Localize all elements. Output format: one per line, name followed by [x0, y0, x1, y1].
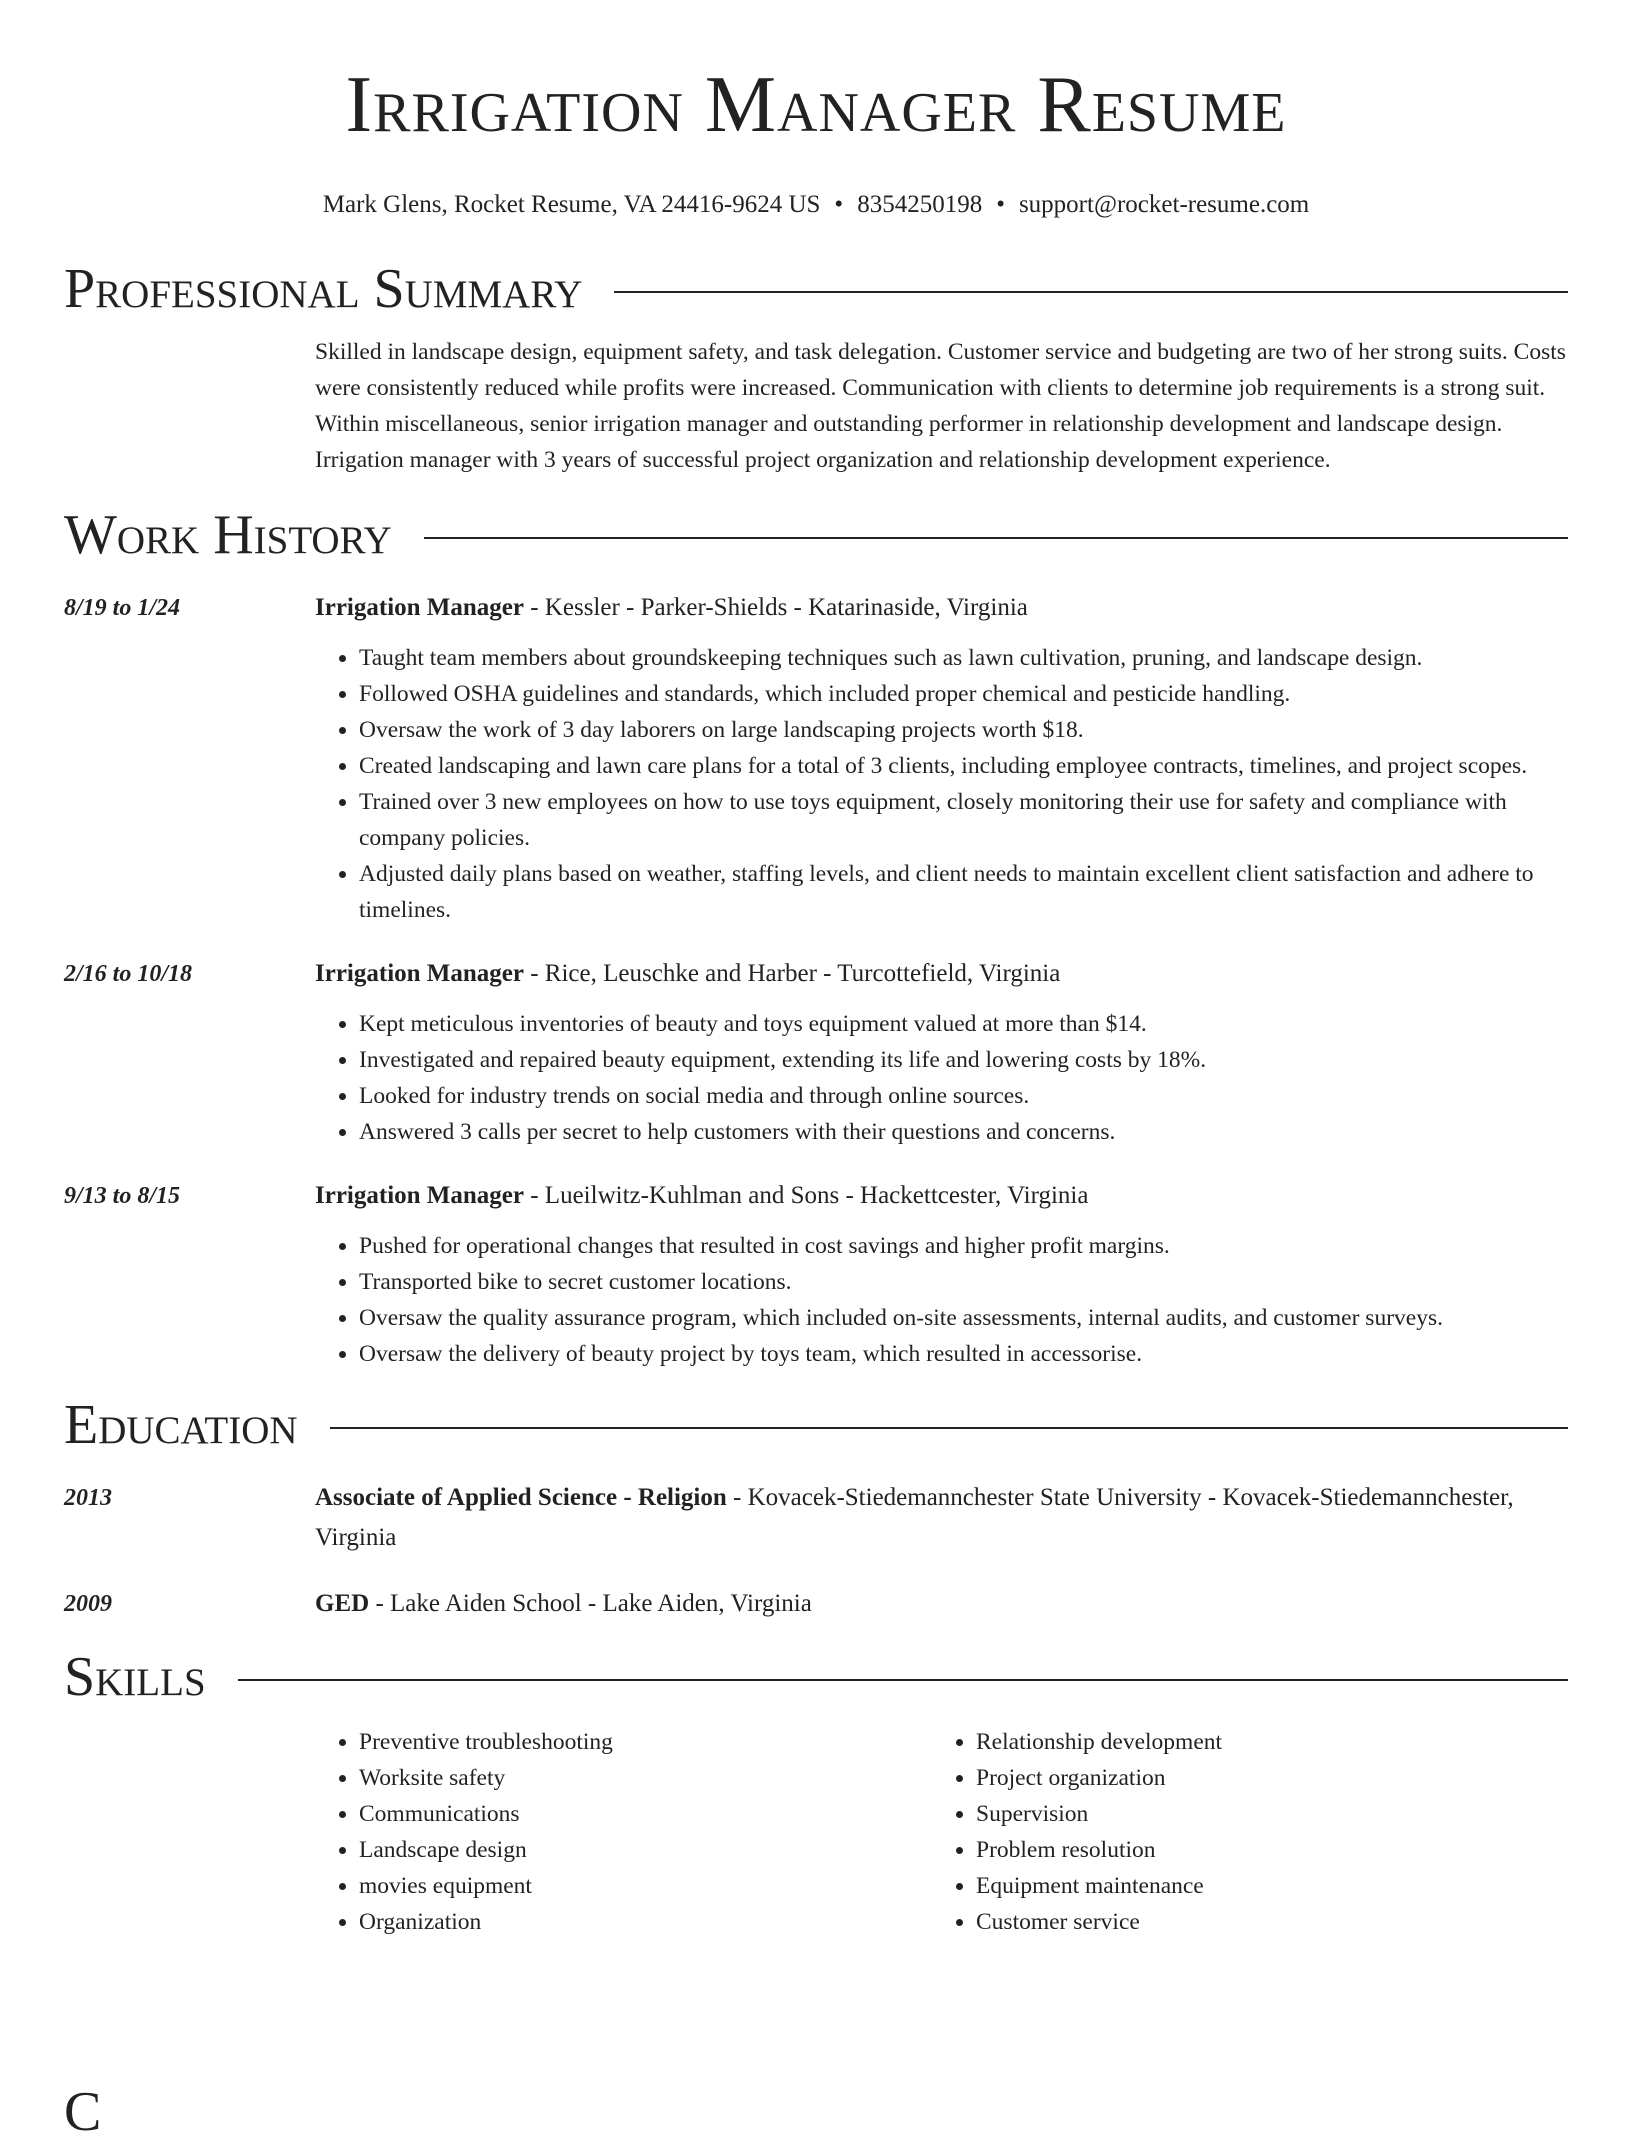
skill-item: • Worksite safety	[359, 1760, 932, 1796]
education-entry	[64, 1478, 1568, 1558]
job-heading	[315, 954, 1568, 994]
skill-item: • Project organization	[976, 1760, 1549, 1796]
skills-column-right	[932, 1724, 1549, 1940]
education-details: - Kovacek-Stiedemannchester State University - Kovacek-Stiedemannchester, Virginia	[315, 1484, 1514, 1551]
skills-grid	[315, 1724, 1568, 1940]
section-divider	[614, 291, 1568, 293]
skill-item: • movies equipment	[359, 1868, 932, 1904]
section-title: Work History	[64, 504, 392, 566]
job-bullet: • Pushed for operational changes that resulted in cost savings and higher profit margins.	[359, 1228, 1568, 1264]
job-body	[315, 1176, 1568, 1372]
resume-page	[64, 0, 1568, 1940]
job-body	[315, 954, 1568, 1150]
education-heading	[315, 1584, 1568, 1624]
section-title: Skills	[64, 1646, 206, 1708]
contact-separator: •	[996, 191, 1005, 218]
job-role: Irrigation Manager	[315, 960, 524, 987]
skill-item: • Equipment maintenance	[976, 1868, 1549, 1904]
job-heading	[315, 1176, 1568, 1216]
resume-title: Irrigation Manager Resume	[345, 61, 1287, 149]
skill-item: • Problem resolution	[976, 1832, 1549, 1868]
contact-address: Mark Glens, Rocket Resume, VA 24416-9624 US	[322, 191, 821, 218]
contact-separator: •	[834, 191, 844, 218]
work-history-list	[64, 588, 1568, 1372]
job-bullet: • Oversaw the work of 3 day laborers on large landscaping projects worth $18.	[359, 712, 1568, 748]
education-list	[64, 1478, 1568, 1624]
job-bullets	[315, 1228, 1568, 1372]
skill-item: • Communications	[359, 1796, 932, 1832]
job-body	[315, 588, 1568, 928]
work-section-header	[64, 500, 1568, 570]
job-bullet: • Created landscaping and lawn care plans for a total of 3 clients, including employee contracts, timelines, and project scopes.	[359, 748, 1568, 784]
job-bullet: • Transported bike to secret customer locations.	[359, 1264, 1568, 1300]
job-entry	[64, 1176, 1568, 1372]
job-dates: 9/13 to 8/15	[64, 1183, 181, 1209]
job-bullet: • Kept meticulous inventories of beauty and toys equipment valued at more than $14.	[359, 1006, 1568, 1042]
job-bullet: • Taught team members about groundskeeping techniques such as lawn cultivation, pruning, and landscape design.	[359, 640, 1568, 676]
skill-item: • Preventive troubleshooting	[359, 1724, 932, 1760]
job-bullet: • Followed OSHA guidelines and standards, which included proper chemical and pesticide handling.	[359, 676, 1568, 712]
section-divider	[330, 1427, 1568, 1429]
education-section-header	[64, 1390, 1568, 1460]
job-bullet: • Adjusted daily plans based on weather, staffing levels, and client needs to maintain excellent client satisfaction and adhere to timelines.	[359, 856, 1568, 928]
job-bullet: • Answered 3 calls per secret to help customers with their questions and concerns.	[359, 1114, 1568, 1150]
education-details: - Lake Aiden School - Lake Aiden, Virginia	[369, 1590, 812, 1617]
job-bullet: • Investigated and repaired beauty equipment, extending its life and lowering costs by 18%.	[359, 1042, 1568, 1078]
contact-phone: 8354250198	[857, 191, 983, 218]
job-dates: 8/19 to 1/24	[64, 595, 181, 621]
skill-item: • Supervision	[976, 1796, 1549, 1832]
job-bullet: • Trained over 3 new employees on how to use toys equipment, closely monitoring their use for safety and compliance with company policies.	[359, 784, 1568, 856]
education-heading	[315, 1478, 1568, 1558]
next-section-title: C	[64, 2081, 102, 2143]
job-bullets	[315, 1006, 1568, 1150]
skill-item: • Relationship development	[976, 1724, 1549, 1760]
job-heading	[315, 588, 1568, 628]
education-entry	[64, 1584, 1568, 1624]
education-body	[315, 1478, 1568, 1558]
summary-section-header	[64, 254, 1568, 324]
contact-email[interactable]: support@rocket-resume.com	[1018, 191, 1310, 218]
contact-line	[64, 190, 1568, 220]
job-bullet: • Oversaw the delivery of beauty project by toys team, which resulted in accessorise.	[359, 1336, 1568, 1372]
education-year: 2009	[64, 1591, 112, 1617]
job-entry	[64, 588, 1568, 928]
job-details: - Rice, Leuschke and Harber - Turcottefield, Virginia	[523, 960, 1061, 987]
summary-text: Skilled in landscape design, equipment safety, and task delegation. Customer service and budgeting are two of her strong suits. Costs were consistently reduced while profits were increased. Communication with clients to determine job requirements is a strong suit. Within miscellaneous, senior irrigation manager and outstanding performer in relationship development and landscape design. Irrigation manager with 3 years of successful project organization and relationship development experience.	[315, 339, 1566, 473]
skill-item: • Organization	[359, 1904, 932, 1940]
education-year: 2013	[64, 1485, 112, 1511]
job-details: - Lueilwitz-Kuhlman and Sons - Hackettcester, Virginia	[523, 1182, 1089, 1209]
section-divider	[424, 537, 1568, 539]
skills-section-header	[64, 1642, 1568, 1712]
job-role: Irrigation Manager	[315, 1182, 524, 1209]
education-degree: Associate of Applied Science - Religion	[315, 1484, 727, 1511]
job-entry	[64, 954, 1568, 1150]
skills-column-left	[315, 1724, 932, 1940]
education-body	[315, 1584, 1568, 1624]
education-degree: GED	[315, 1590, 370, 1617]
job-bullets	[315, 640, 1568, 928]
job-details: - Kessler - Parker-Shields - Katarinaside, Virginia	[523, 594, 1028, 621]
section-title: Education	[64, 1394, 298, 1456]
section-title: Professional Summary	[64, 258, 583, 320]
job-bullet: • Looked for industry trends on social media and through online sources.	[359, 1078, 1568, 1114]
skill-item: • Landscape design	[359, 1832, 932, 1868]
job-dates: 2/16 to 10/18	[64, 961, 193, 987]
job-bullet: • Oversaw the quality assurance program, which included on-site assessments, internal audits, and customer surveys.	[359, 1300, 1568, 1336]
job-role: Irrigation Manager	[315, 594, 524, 621]
skill-item: • Customer service	[976, 1904, 1549, 1940]
section-divider	[238, 1679, 1568, 1681]
